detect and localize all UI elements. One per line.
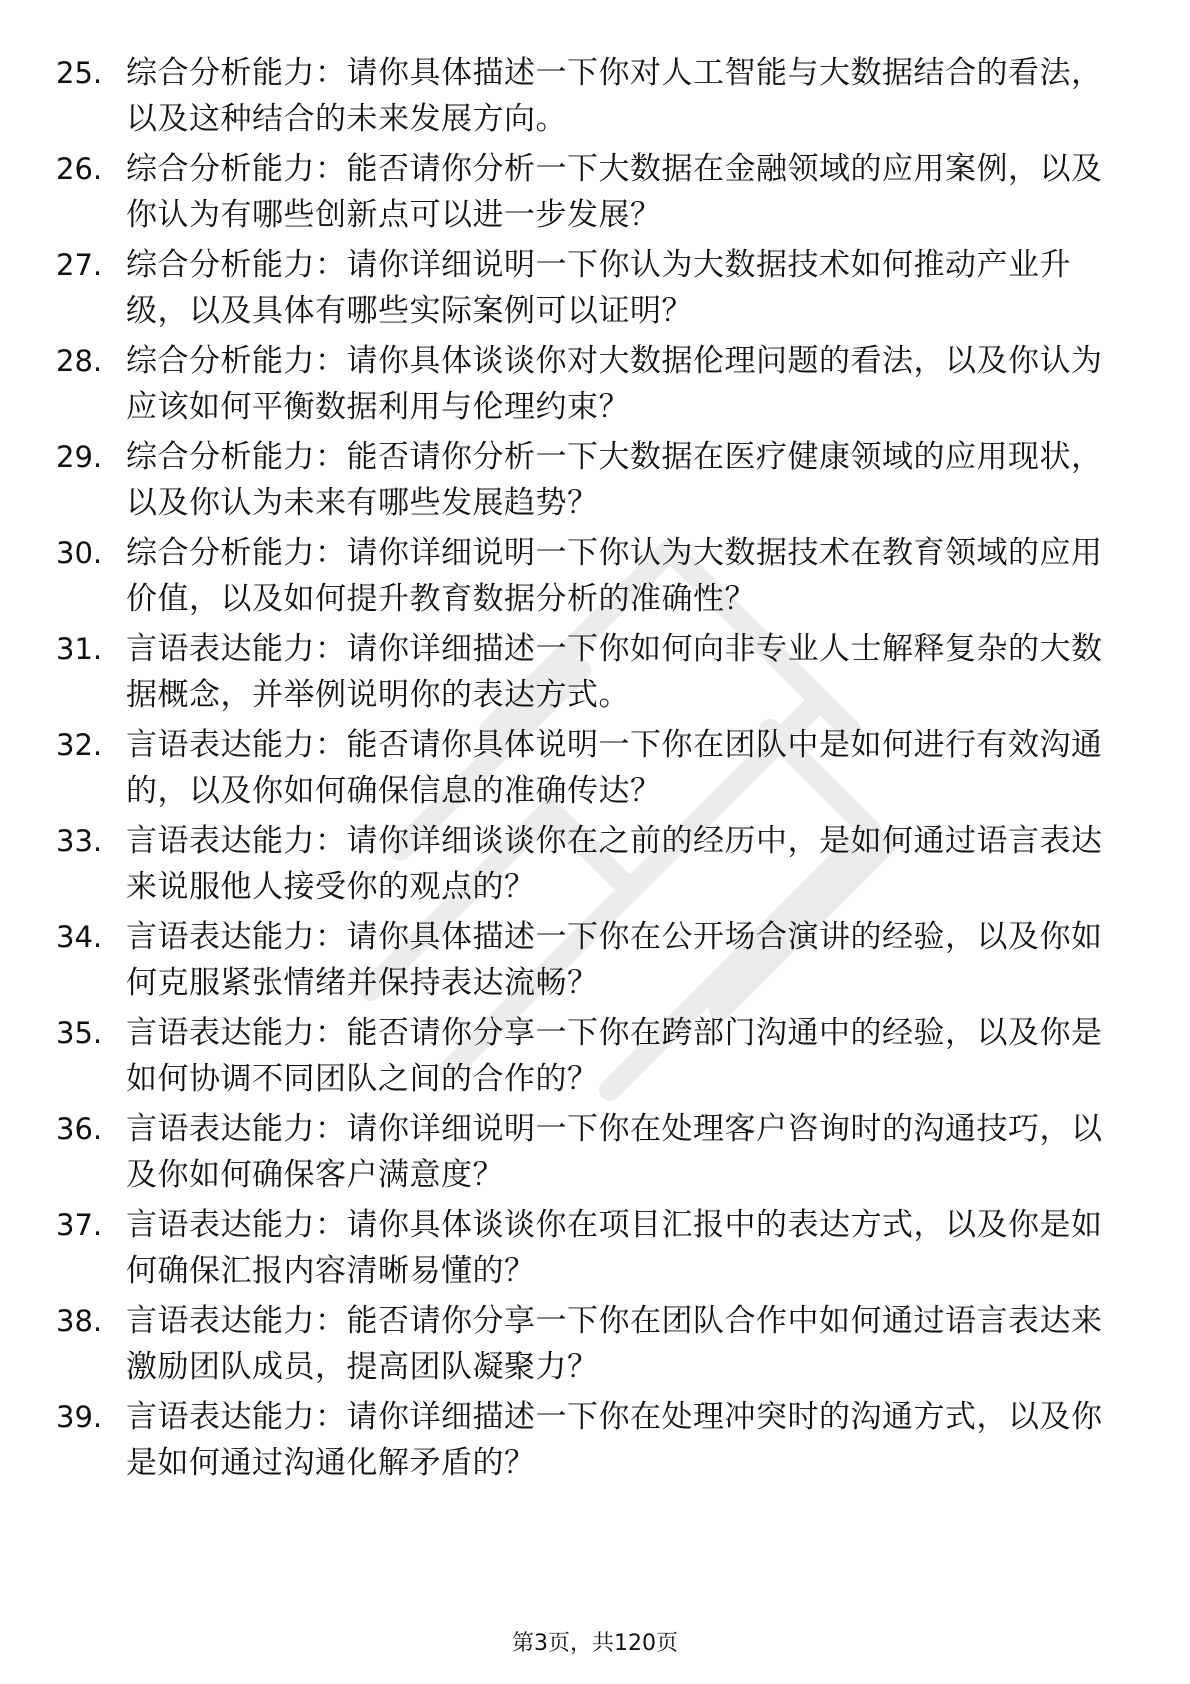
- list-item: [0, 914, 1190, 1014]
- question-text: 言语表达能力：请你具体描述一下你在公开场合演讲的经验，以及你如何克服紧张情绪并保持表达流畅？: [126, 919, 1103, 1001]
- question-text: 综合分析能力：能否请你分析一下大数据在医疗健康领域的应用现状，以及你认为未来有哪些发展趋势？: [126, 439, 1103, 521]
- question-number: 30.: [56, 536, 103, 570]
- question-number: 28.: [56, 344, 103, 378]
- list-item: [0, 146, 1190, 246]
- question-text: 言语表达能力：请你详细说明一下你在处理客户咨询时的沟通技巧，以及你如何确保客户满意度？: [126, 1111, 1103, 1193]
- page-footer: 第3页，共120页: [512, 1631, 678, 1656]
- question-text: 综合分析能力：请你具体描述一下你对人工智能与大数据结合的看法，以及这种结合的未来发展方向。: [126, 55, 1103, 137]
- list-item: [0, 50, 1190, 150]
- question-number: 27.: [56, 248, 103, 282]
- question-text: 综合分析能力：请你具体谈谈你对大数据伦理问题的看法，以及你认为应该如何平衡数据利用与伦理约束？: [126, 343, 1103, 425]
- question-text: 言语表达能力：能否请你分享一下你在跨部门沟通中的经验，以及你是如何协调不同团队之间的合作的？: [126, 1015, 1103, 1097]
- question-number: 35.: [56, 1016, 103, 1050]
- list-item: [0, 1394, 1190, 1494]
- list-item: [0, 722, 1190, 822]
- question-text: 言语表达能力：请你详细描述一下你在处理冲突时的沟通方式，以及你是如何通过沟通化解矛盾的？: [126, 1399, 1103, 1481]
- question-number: 39.: [56, 1400, 103, 1434]
- list-item: [0, 1010, 1190, 1110]
- list-item: [0, 530, 1190, 630]
- question-number: 25.: [56, 56, 103, 90]
- question-number: 33.: [56, 824, 103, 858]
- question-text: 言语表达能力：能否请你具体说明一下你在团队中是如何进行有效沟通的，以及你如何确保信息的准确传达？: [126, 727, 1103, 809]
- list-item: [0, 434, 1190, 534]
- question-number: 34.: [56, 920, 103, 954]
- question-number: 37.: [56, 1208, 103, 1242]
- question-number: 31.: [56, 632, 103, 666]
- question-text: 综合分析能力：能否请你分析一下大数据在金融领域的应用案例，以及你认为有哪些创新点可以进一步发展？: [126, 151, 1103, 233]
- question-number: 29.: [56, 440, 103, 474]
- question-number: 38.: [56, 1304, 103, 1338]
- list-item: [0, 242, 1190, 342]
- list-item: [0, 1202, 1190, 1302]
- question-number: 26.: [56, 152, 103, 186]
- question-text: 言语表达能力：请你具体谈谈你在项目汇报中的表达方式，以及你是如何确保汇报内容清晰易懂的？: [126, 1207, 1103, 1289]
- question-number: 32.: [56, 728, 103, 762]
- list-item: [0, 338, 1190, 438]
- list-item: [0, 1298, 1190, 1398]
- question-text: 综合分析能力：请你详细说明一下你认为大数据技术在教育领域的应用价值，以及如何提升教育数据分析的准确性？: [126, 535, 1103, 617]
- list-item: [0, 818, 1190, 918]
- question-text: 言语表达能力：请你详细描述一下你如何向非专业人士解释复杂的大数据概念，并举例说明你的表达方式。: [126, 631, 1103, 713]
- list-item: [0, 626, 1190, 726]
- question-text: 言语表达能力：能否请你分享一下你在团队合作中如何通过语言表达来激励团队成员，提高团队凝聚力？: [126, 1303, 1103, 1385]
- question-text: 言语表达能力：请你详细谈谈你在之前的经历中，是如何通过语言表达来说服他人接受你的观点的？: [126, 823, 1103, 905]
- list-item: [0, 1106, 1190, 1206]
- question-number: 36.: [56, 1112, 103, 1146]
- question-text: 综合分析能力：请你详细说明一下你认为大数据技术如何推动产业升级，以及具体有哪些实际案例可以证明？: [126, 247, 1071, 329]
